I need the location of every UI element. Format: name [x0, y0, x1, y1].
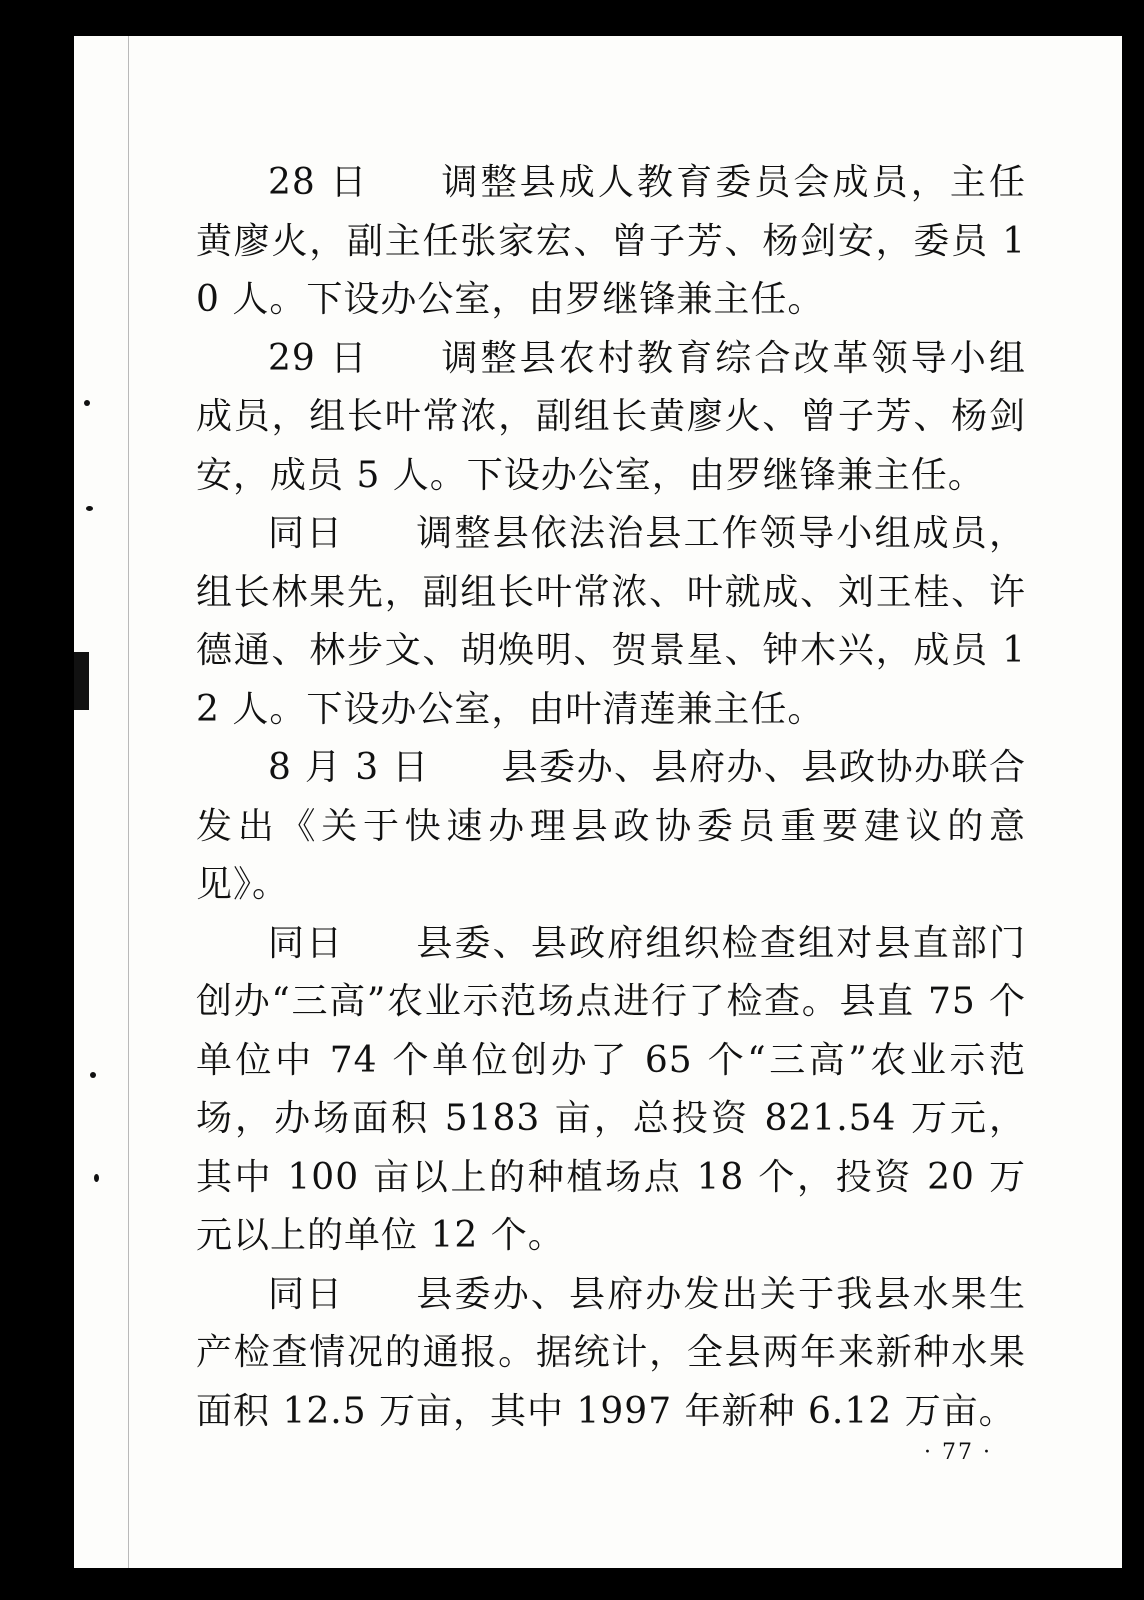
entry-text: 调整县农村教育综合改革领导小组成员，组长叶常浓，副组长黄廖火、曾子芳、杨剑安，成员 5 人。下设办公室，由罗继锋兼主任。	[196, 337, 1026, 496]
entry-text: 调整县依法治县工作领导小组成员，组长林果先，副组长叶常浓、叶就成、刘王桂、许德通、林步文、胡焕明、贺景星、钟木兴，成员 12 人。下设办公室，由叶清莲兼主任。	[196, 513, 1026, 730]
chronicle-body	[196, 154, 1026, 1441]
entry-date: 29 日	[268, 337, 370, 379]
entry-text: 县委、县政府组织检查组对县直部门创办“三高”农业示范场点进行了检查。县直 75 个单位中 74 个单位创办了 65 个“三高”农业示范场，办场面积 5183 亩，总投资 821.54 万元，其中 100 亩以上的种植场点 18 个，投资 20 万元以上的单位 12 个。	[196, 922, 1026, 1256]
page-number: · 77 ·	[924, 1440, 992, 1465]
scan-speck	[84, 400, 90, 406]
scan-border-right	[1122, 0, 1144, 1600]
entry-text: 县委办、县府办发出关于我县水果生产检查情况的通报。据统计，全县两年来新种水果面积 12.5 万亩，其中 1997 年新种 6.12 万亩。	[196, 1273, 1026, 1432]
scan-speck	[94, 1174, 99, 1182]
entry-paragraph	[196, 739, 1026, 915]
entry-text: 县委办、县府办、县政协办联合发出《关于快速办理县政协委员重要建议的意见》。	[196, 747, 1026, 905]
entry-paragraph	[196, 915, 1026, 1266]
scan-speck	[90, 1072, 96, 1078]
entry-date: 8 月 3 日	[268, 747, 430, 788]
scan-border-left	[0, 0, 74, 1600]
entry-date: 同日	[268, 1273, 345, 1315]
entry-paragraph	[196, 505, 1026, 739]
entry-paragraph	[196, 330, 1026, 506]
entry-paragraph	[196, 1266, 1026, 1442]
entry-date: 同日	[268, 922, 345, 964]
entry-date: 28 日	[268, 162, 370, 203]
scan-mark	[74, 652, 89, 710]
entry-paragraph	[196, 154, 1026, 330]
scan-border-bottom	[0, 1568, 1144, 1600]
entry-text: 调整县成人教育委员会成员，主任黄廖火，副主任张家宏、曾子芳、杨剑安，委员 10 人。下设办公室，由罗继锋兼主任。	[196, 162, 1026, 320]
binding-line	[128, 36, 129, 1568]
scan-border-top	[0, 0, 1144, 36]
entry-date: 同日	[268, 513, 345, 554]
scan-speck	[86, 506, 93, 511]
